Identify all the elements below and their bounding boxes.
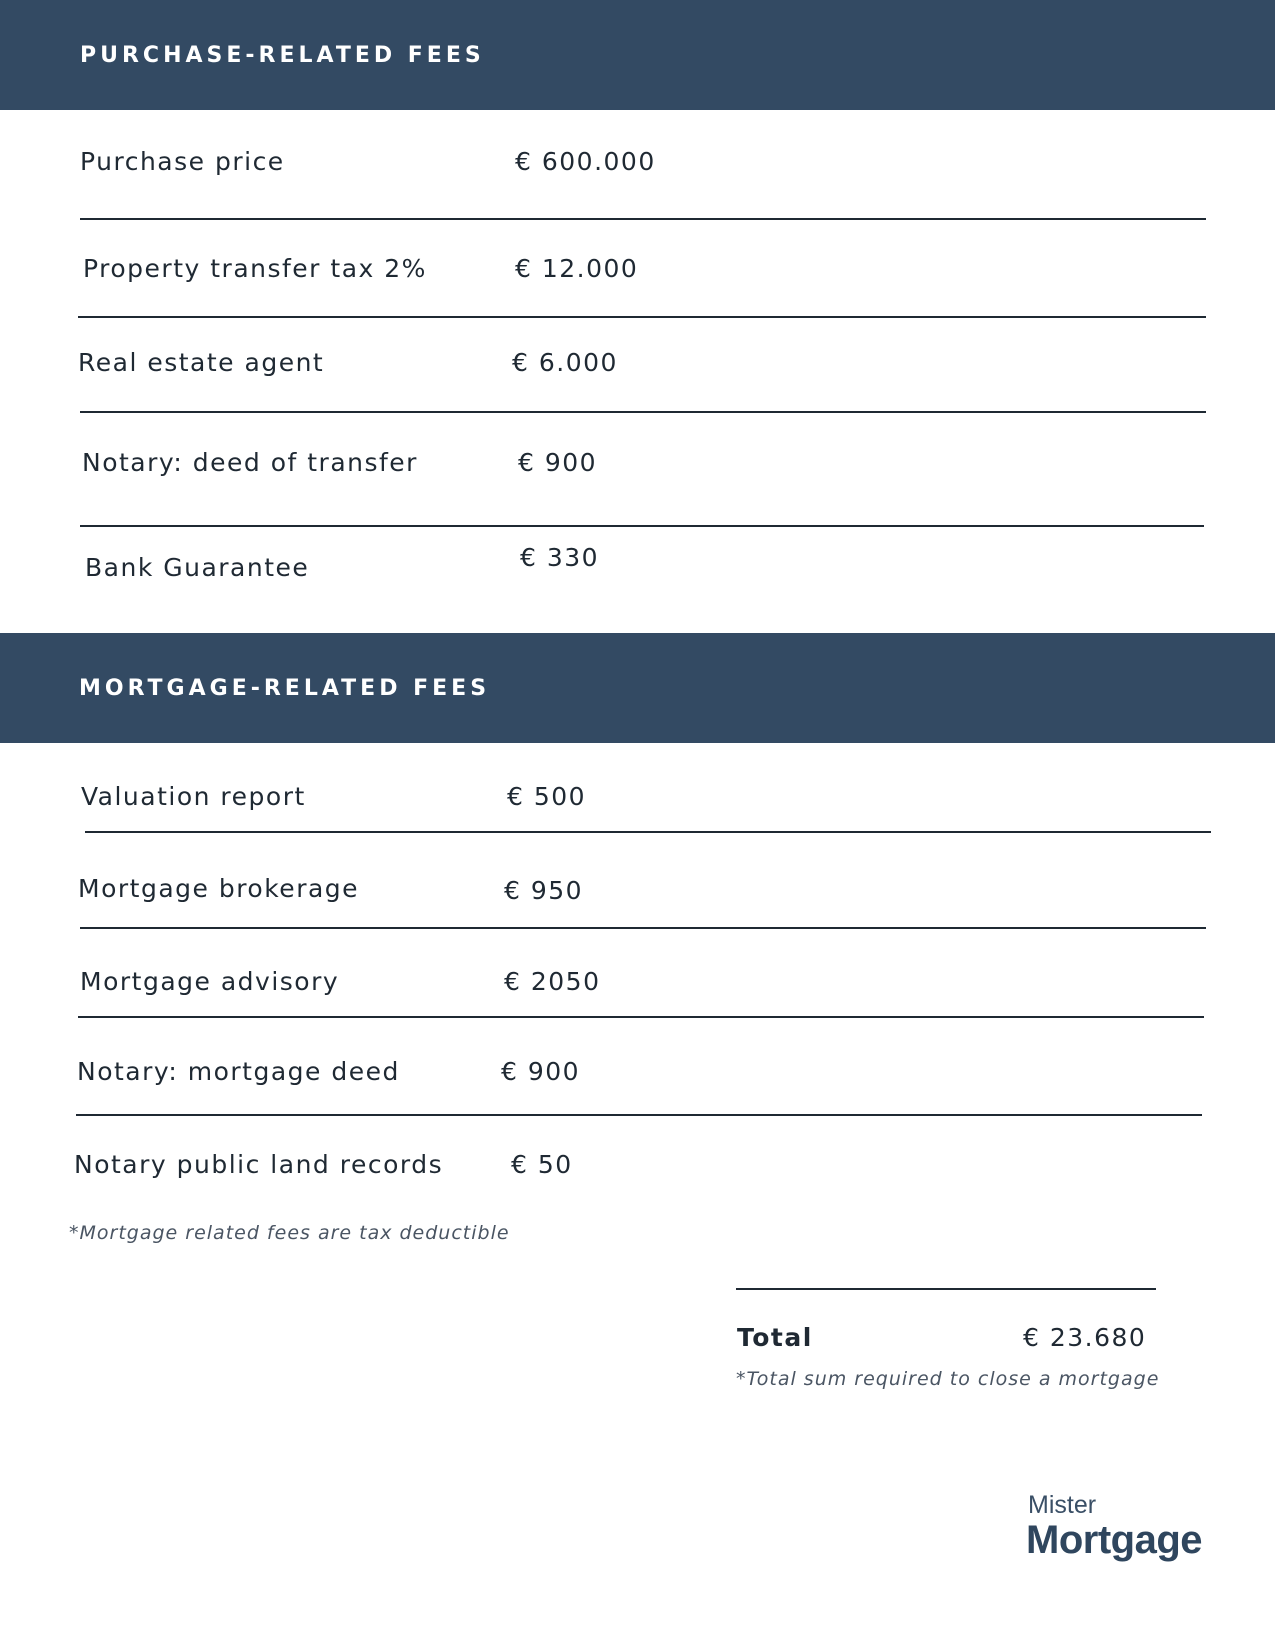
purchase-section-title: PURCHASE-RELATED FEES — [80, 43, 485, 68]
mortgage-advisory-value: € 2050 — [504, 967, 601, 996]
purchase-price-value: € 600.000 — [515, 147, 656, 176]
valuation-report-label: Valuation report — [81, 782, 306, 811]
divider — [80, 927, 1206, 929]
mortgage-section-title: MORTGAGE-RELATED FEES — [79, 676, 491, 701]
land-records-value: € 50 — [511, 1150, 573, 1179]
transfer-tax-label: Property transfer tax 2% — [83, 254, 427, 283]
divider — [80, 411, 1206, 413]
divider — [80, 525, 1204, 527]
notary-mortgage-deed-label: Notary: mortgage deed — [77, 1057, 400, 1086]
divider — [76, 1114, 1202, 1116]
notary-mortgage-deed-value: € 900 — [501, 1057, 581, 1086]
notary-transfer-label: Notary: deed of transfer — [82, 448, 418, 477]
divider — [78, 316, 1206, 318]
notary-transfer-value: € 900 — [518, 448, 598, 477]
divider — [80, 218, 1206, 220]
transfer-tax-value: € 12.000 — [515, 254, 639, 283]
valuation-report-value: € 500 — [507, 782, 587, 811]
logo-mister: Mister — [1028, 1491, 1097, 1519]
total-divider — [736, 1288, 1156, 1290]
real-estate-agent-value: € 6.000 — [512, 348, 618, 377]
total-note: *Total sum required to close a mortgage — [736, 1368, 1160, 1390]
mortgage-brokerage-label: Mortgage brokerage — [78, 874, 360, 903]
land-records-label: Notary public land records — [74, 1150, 444, 1179]
divider — [78, 1016, 1204, 1018]
bank-guarantee-label: Bank Guarantee — [85, 553, 310, 582]
purchase-price-label: Purchase price — [80, 147, 285, 176]
mortgage-section-header — [0, 633, 1275, 743]
bank-guarantee-value: € 330 — [520, 543, 600, 572]
total-label: Total — [737, 1323, 813, 1352]
tax-deductible-note: *Mortgage related fees are tax deductible — [69, 1222, 510, 1244]
real-estate-agent-label: Real estate agent — [78, 348, 325, 377]
mortgage-advisory-label: Mortgage advisory — [80, 967, 340, 996]
mortgage-brokerage-value: € 950 — [504, 876, 584, 905]
logo-mortgage: Mortgage — [1026, 1518, 1202, 1562]
divider — [85, 831, 1211, 833]
total-value: € 23.680 — [1023, 1323, 1147, 1352]
purchase-section-header — [0, 0, 1275, 110]
